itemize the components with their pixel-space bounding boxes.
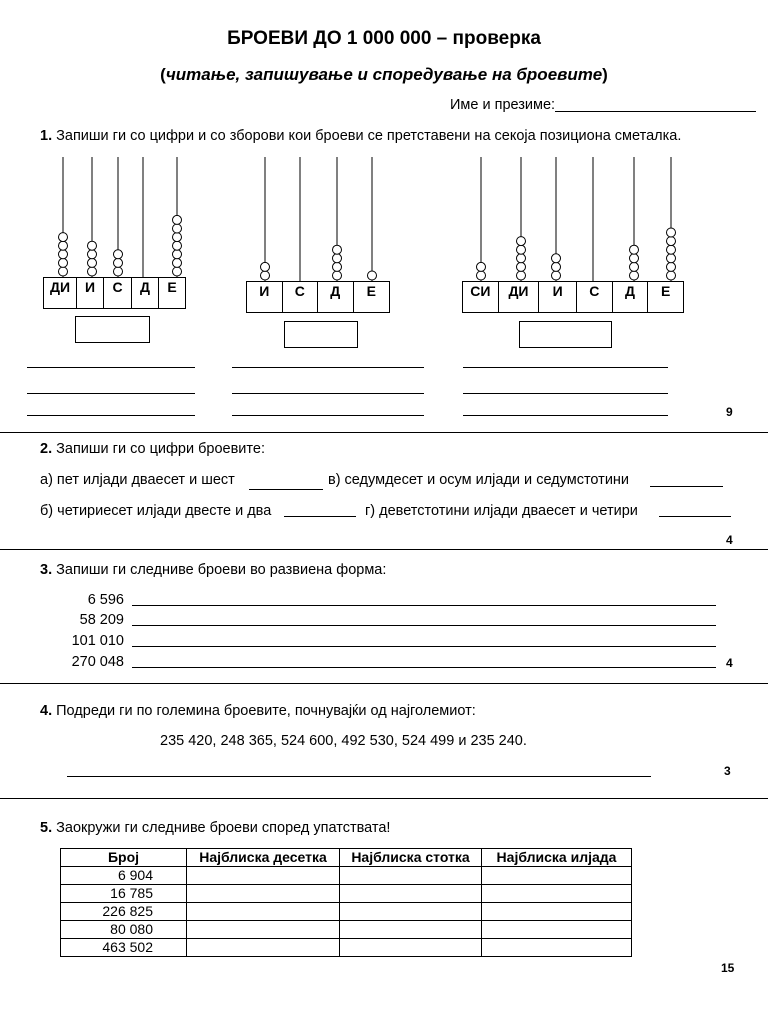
task3-points: 4 <box>726 656 733 670</box>
task2-instruction: 2. Запиши ги со цифри броевите: <box>40 441 265 457</box>
answer-line[interactable] <box>659 516 731 517</box>
task3-number: 58 209 <box>79 612 124 628</box>
answer-line[interactable] <box>132 625 716 626</box>
abacus-3-bead <box>552 271 561 280</box>
task2-points: 4 <box>726 533 733 547</box>
task1-instruction: 1. Запиши ги со цифри и со зборови кои броеви се претставени на секоја позициона сметалка. <box>40 128 682 144</box>
abacus-1-bead <box>173 250 182 259</box>
abacus-3-bead <box>667 271 676 280</box>
abacus-2-bead <box>261 262 270 271</box>
abacus-3-bead <box>552 254 561 263</box>
abacus-2-bead <box>333 271 342 280</box>
answer-cell[interactable] <box>340 867 482 885</box>
answer-cell[interactable] <box>482 885 632 903</box>
place-label: Е <box>167 279 177 295</box>
column-header: Најблиска илјада <box>482 849 632 867</box>
answer-cell[interactable] <box>482 903 632 921</box>
answer-line[interactable] <box>132 605 716 606</box>
abacus-3-bead <box>517 245 526 254</box>
abacus-1-answer-box[interactable] <box>75 316 150 343</box>
task1-points: 9 <box>726 405 733 419</box>
number-cell: 80 080 <box>61 921 187 939</box>
number-cell: 6 904 <box>61 867 187 885</box>
page-title: БРОЕВИ ДО 1 000 000 – проверка <box>227 28 541 49</box>
task3-instruction: 3. Запиши ги следниве броеви во развиена форма: <box>40 562 387 578</box>
abacus-2-bead <box>368 271 377 280</box>
answer-line[interactable] <box>249 489 323 490</box>
section-divider <box>0 798 768 799</box>
abacus-3-bead <box>517 254 526 263</box>
abacus-1-bead <box>59 267 68 276</box>
abacus-3-bead <box>517 262 526 271</box>
place-label: С <box>283 282 319 312</box>
answer-cell[interactable] <box>482 939 632 957</box>
table-row <box>61 867 632 885</box>
abacus-3-bead <box>630 271 639 280</box>
answer-line[interactable] <box>27 367 195 368</box>
place-label: Е <box>660 283 671 299</box>
abacus-3-bead <box>517 237 526 246</box>
abacus-1-bead <box>59 233 68 242</box>
number-cell: 463 502 <box>61 939 187 957</box>
answer-line[interactable] <box>27 393 195 394</box>
answer-line[interactable] <box>463 393 668 394</box>
task4-numbers: 235 420, 248 365, 524 600, 492 530, 524 499 и 235 240. <box>160 733 527 749</box>
abacus-3-bead <box>630 262 639 271</box>
abacus-1-bead <box>114 267 123 276</box>
abacus-1-bead <box>173 241 182 250</box>
answer-line[interactable] <box>232 367 424 368</box>
task2-item-a: а) пет илјади дваесет и шест <box>40 472 235 488</box>
abacus-3-bead <box>667 228 676 237</box>
table-row <box>61 903 632 921</box>
place-label: ДИ <box>44 278 77 308</box>
place-label: Е <box>366 283 376 299</box>
place-label: Д <box>132 278 159 308</box>
table-row <box>61 921 632 939</box>
abacus-3-bead <box>667 254 676 263</box>
place-label: Д <box>318 282 354 312</box>
name-label: Име и презиме: <box>450 97 556 113</box>
abacus-2-bead <box>261 271 270 280</box>
number-cell: 16 785 <box>61 885 187 903</box>
abacus-3-bead <box>630 254 639 263</box>
table-header-row <box>61 849 632 867</box>
section-divider <box>0 549 768 550</box>
answer-cell[interactable] <box>340 939 482 957</box>
answer-cell[interactable] <box>482 867 632 885</box>
abacus-1-bead <box>114 258 123 267</box>
task2-item-v: в) седумдесет и осум илјади и седумстотини <box>328 472 630 488</box>
answer-cell[interactable] <box>187 903 340 921</box>
abacus-2-bead <box>333 262 342 271</box>
place-label: СИ <box>463 282 499 312</box>
name-field[interactable] <box>555 111 756 112</box>
answer-line[interactable] <box>463 415 668 416</box>
abacus-1-bead <box>173 258 182 267</box>
answer-line[interactable] <box>232 393 424 394</box>
answer-cell[interactable] <box>187 921 340 939</box>
page-subtitle: (читање, запишување и споредување на броевите) <box>160 65 608 84</box>
abacus-3-answer-box[interactable] <box>519 321 612 348</box>
section-divider <box>0 432 768 433</box>
task3-number: 6 596 <box>87 592 124 608</box>
abacus-3-bead <box>667 245 676 254</box>
abacus-3-place-values <box>462 281 684 313</box>
answer-line[interactable] <box>67 776 651 777</box>
answer-line[interactable] <box>132 646 716 647</box>
abacus-3-bead <box>477 271 486 280</box>
abacus-2-bead <box>333 245 342 254</box>
task2-item-g: г) деветстотини илјади дваесет и четири <box>365 503 638 519</box>
task5-instruction: 5. Заокружи ги следниве броеви според упатствата! <box>40 820 391 836</box>
answer-cell[interactable] <box>340 921 482 939</box>
column-header: Најблиска стотка <box>340 849 482 867</box>
abacus-1-bead <box>59 241 68 250</box>
abacus-3-bead <box>552 262 561 271</box>
abacus-3-bead <box>517 271 526 280</box>
abacus-3-bead <box>477 262 486 271</box>
answer-cell[interactable] <box>340 903 482 921</box>
place-label: С <box>577 282 613 312</box>
abacus-1-bead <box>88 250 97 259</box>
abacus-1-bead <box>88 267 97 276</box>
answer-cell[interactable] <box>187 867 340 885</box>
answer-cell[interactable] <box>340 885 482 903</box>
answer-line[interactable] <box>463 367 668 368</box>
answer-cell[interactable] <box>187 939 340 957</box>
abacus-1-bead <box>114 250 123 259</box>
abacus-1-place-values <box>43 277 186 309</box>
place-label: С <box>104 278 132 308</box>
abacus-1-bead <box>59 258 68 267</box>
abacus-1-bead <box>173 267 182 276</box>
abacus-3-bead <box>630 245 639 254</box>
answer-line[interactable] <box>27 415 195 416</box>
column-header: Најблиска десетка <box>187 849 340 867</box>
number-cell: 226 825 <box>61 903 187 921</box>
table-row <box>61 939 632 957</box>
abacus-1-bead <box>173 224 182 233</box>
task4-instruction: 4. Подреди ги по големина броевите, почнувајќи од најголемиот: <box>40 703 476 719</box>
task4-points: 3 <box>724 764 731 778</box>
answer-cell[interactable] <box>482 921 632 939</box>
place-label: И <box>247 282 283 312</box>
abacus-1-bead <box>173 215 182 224</box>
answer-line[interactable] <box>284 516 356 517</box>
task2-item-b: б) четириесет илјади двесте и два <box>40 503 272 519</box>
answer-cell[interactable] <box>187 885 340 903</box>
answer-line[interactable] <box>132 667 716 668</box>
abacus-1-bead <box>88 258 97 267</box>
abacus-1-bead <box>59 250 68 259</box>
table-row <box>61 885 632 903</box>
abacus-1-bead <box>88 241 97 250</box>
answer-line[interactable] <box>232 415 424 416</box>
place-label: И <box>539 282 577 312</box>
place-label: ДИ <box>499 282 540 312</box>
abacus-2-bead <box>333 254 342 263</box>
section-divider <box>0 683 768 684</box>
task3-number: 101 010 <box>71 633 124 649</box>
place-label: И <box>77 278 104 308</box>
place-label: Д <box>613 282 649 312</box>
answer-line[interactable] <box>650 486 723 487</box>
task5-points: 15 <box>721 961 735 975</box>
abacus-3-bead <box>667 237 676 246</box>
rounding-table <box>60 848 632 957</box>
task3-number: 270 048 <box>71 654 124 670</box>
abacus-3-bead <box>667 262 676 271</box>
abacus-2-answer-box[interactable] <box>284 321 358 348</box>
column-header: Број <box>61 849 187 867</box>
abacus-2-place-values <box>246 281 390 313</box>
abacus-1-bead <box>173 233 182 242</box>
